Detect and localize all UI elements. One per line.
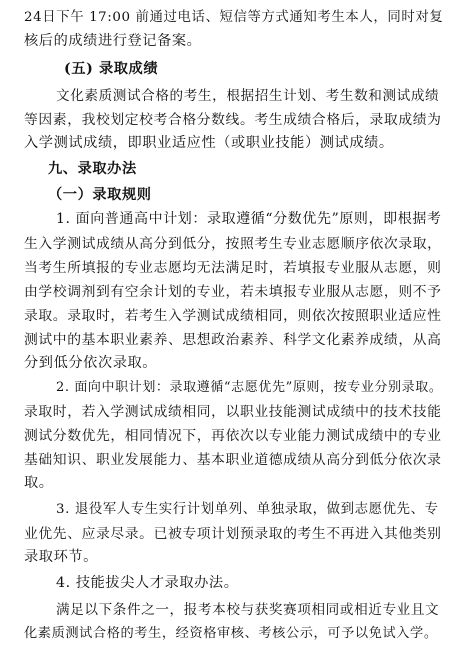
- section-heading: （一）录取规则: [48, 187, 152, 203]
- text-line: 入学测试成绩，即职业适应性（或职业技能）测试成绩。: [24, 135, 394, 151]
- text-line: 录取时，若入学测试成绩相同，以职业技能测试成绩中的技术技能: [24, 404, 442, 420]
- text-line: 文化素质测试合格的考生，根据招生计划、考生数和测试成绩: [56, 88, 440, 104]
- text-line: 1. 面向普通高中计划：录取遵循“分数优先”原则，即根据考: [56, 211, 442, 227]
- text-line: 分到低分依次录取。: [24, 355, 158, 371]
- text-line: 2. 面向中职计划：录取遵循“志愿优先”原则，按专业分别录取。: [56, 380, 443, 395]
- text-line: 生入学测试成绩从高分到低分，按照考生专业志愿顺序依次录取，: [24, 236, 442, 252]
- text-line: 录取环节。: [24, 549, 98, 565]
- text-line: 取。: [24, 475, 54, 491]
- text-line: 满足以下条件之一，报考本校与获奖赛项相同或相近专业且文: [56, 602, 440, 618]
- text-line: 化素质测试合格的考生，经资格审核、考核公示，可予以免试入学。: [24, 626, 438, 641]
- text-line: 等因素，我校划定校考合格分数线。考生成绩合格后，录取成绩为: [24, 112, 442, 128]
- text-line: 基础知识、职业发展能力、基本职业道德成绩从高分到低分依次录: [24, 452, 442, 468]
- text-line: 录取。录取时，若考生入学测试成绩相同，则依次按照职业适应性: [24, 308, 442, 324]
- text-line: 测试中的基本职业素养、思想政治素养、科学文化素养成绩，从高: [24, 332, 442, 348]
- text-line: 3. 退役军人专生实行计划单列、单独录取，做到志愿优先、专: [56, 502, 439, 517]
- text-line: 24日下午 17:00 前通过电话、短信等方式通知考生本人，同时对复: [24, 10, 444, 25]
- text-line: 4. 技能拔尖人才录取办法。: [56, 575, 239, 591]
- text-line: 核后的成绩进行登记备案。: [24, 33, 202, 49]
- text-line: 当考生所填报的专业志愿均无法满足时，若填报专业服从志愿，则: [24, 260, 442, 276]
- chapter-heading: 九、录取办法: [48, 161, 137, 177]
- text-line: 测试分数优先，相同情况下，再依次以专业能力测试成绩中的专业: [24, 428, 442, 444]
- text-line: 由学校调剂到有空余计划的专业，若未填报专业服从志愿，则不予: [24, 284, 442, 300]
- text-line: 业优先、应录尽录。已被专项计划预录取的考生不再进入其他类别: [24, 526, 442, 542]
- section-heading: (五) 录取成绩: [64, 61, 159, 77]
